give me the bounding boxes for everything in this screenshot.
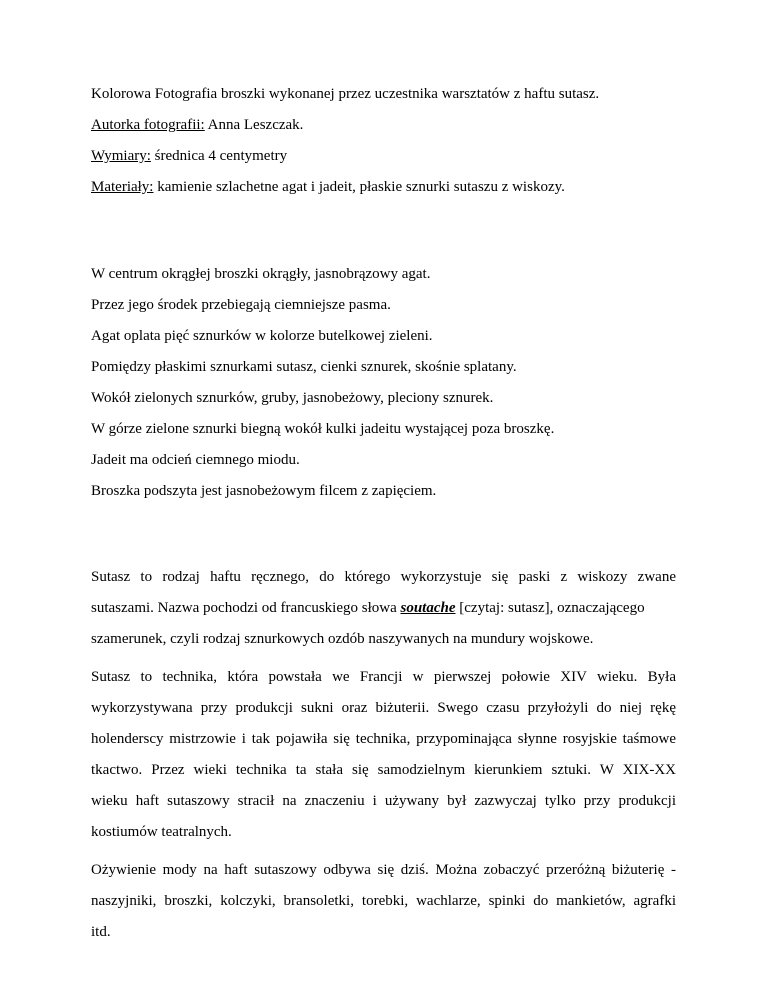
description-line: Broszka podszyta jest jasnobeżowym filcem z zapięciem. bbox=[91, 483, 437, 499]
paragraph-2-line: wykorzystywana przy produkcji sukni oraz biżuterii. Swego czasu przyłożyli do niej rękę bbox=[91, 700, 676, 716]
paragraph-3-line: itd. bbox=[91, 924, 111, 940]
materials-value: kamienie szlachetne agat i jadeit, płaskie sznurki sutaszu z wiskozy. bbox=[153, 179, 565, 195]
paragraph-3-line: naszyjniki, broszki, kolczyki, bransoletki, torebki, wachlarze, spinki do mankietów, agrafki bbox=[91, 893, 676, 909]
author-label: Autorka fotografii: bbox=[91, 117, 205, 133]
description-line: Wokół zielonych sznurków, gruby, jasnobeżowy, pleciony sznurek. bbox=[91, 390, 494, 406]
paragraph-1-line: Sutasz to rodzaj haftu ręcznego, do którego wykorzystuje się paski z wiskozy zwane bbox=[91, 569, 676, 585]
paragraph-1-line bbox=[91, 598, 676, 618]
document-title: Kolorowa Fotografia broszki wykonanej przez uczestnika warsztatów z haftu sutasz. bbox=[91, 86, 600, 102]
author-value: Anna Leszczak. bbox=[204, 117, 304, 133]
soutache-term: soutache bbox=[400, 600, 456, 616]
paragraph-2-line: holenderscy mistrzowie i tak pojawiła się technika, przypominająca słynne rosyjskie taśmowe bbox=[91, 731, 676, 747]
dimensions-line bbox=[91, 146, 287, 166]
description-line: Pomiędzy płaskimi sznurkami sutasz, cienki sznurek, skośnie splatany. bbox=[91, 359, 517, 375]
paragraph-2-line: kostiumów teatralnych. bbox=[91, 824, 232, 840]
paragraph-1-text: [czytaj: sutasz], oznaczającego bbox=[455, 600, 645, 616]
paragraph-2-line: Sutasz to technika, która powstała we Francji w pierwszej połowie XIV wieku. Była bbox=[91, 669, 676, 685]
paragraph-2-line: tkactwo. Przez wieki technika ta stała się samodzielnym kierunkiem sztuki. W XIX-XX bbox=[91, 762, 676, 778]
description-line: Przez jego środek przebiegają ciemniejsze pasma. bbox=[91, 297, 391, 313]
materials-label: Materiały: bbox=[91, 179, 154, 195]
paragraph-1-line: szamerunek, czyli rodzaj sznurkowych ozdób naszywanych na mundury wojskowe. bbox=[91, 631, 594, 647]
dimensions-value: średnica 4 centymetry bbox=[150, 148, 288, 164]
description-line: W centrum okrągłej broszki okrągły, jasnobrązowy agat. bbox=[91, 266, 431, 282]
description-line: Agat oplata pięć sznurków w kolorze butelkowej zieleni. bbox=[91, 328, 433, 344]
paragraph-3-line: Ożywienie mody na haft sutaszowy odbywa się dziś. Można zobaczyć przeróżną biżuterię - bbox=[91, 862, 676, 878]
description-line: Jadeit ma odcień ciemnego miodu. bbox=[91, 452, 300, 468]
author-line bbox=[91, 115, 303, 135]
paragraph-1-text: sutaszami. Nazwa pochodzi od francuskiego słowa bbox=[91, 600, 401, 616]
materials-line bbox=[91, 177, 565, 197]
paragraph-2-line: wieku haft sutaszowy stracił na znaczeniu i używany był zazwyczaj tylko przy produkcji bbox=[91, 793, 676, 809]
description-line: W górze zielone sznurki biegną wokół kulki jadeitu wystającej poza broszkę. bbox=[91, 421, 555, 437]
dimensions-label: Wymiary: bbox=[91, 148, 151, 164]
